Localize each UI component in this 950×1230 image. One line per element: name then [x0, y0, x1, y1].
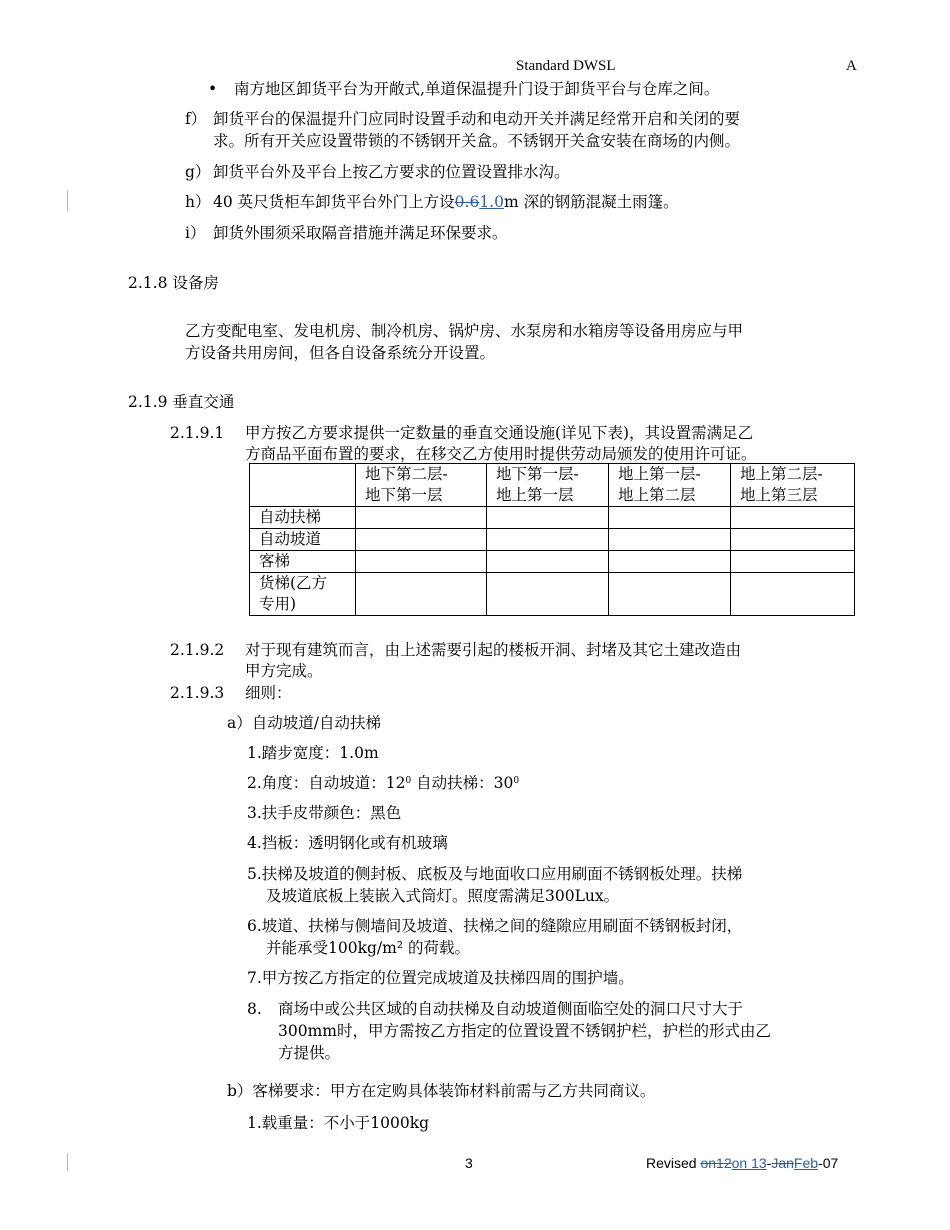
table-cell — [356, 507, 487, 529]
section-219-heading: 2.1.9 垂直交通 — [128, 393, 235, 411]
footer-sep: - — [766, 1155, 772, 1171]
para-2192-line1: 对于现有建筑而言，由上述需要引起的楼板开洞、封堵及其它土建改造由 — [245, 641, 742, 659]
item-f-line1: 卸货平台的保温提升门应同时设置手动和电动开关并满足经常开启和关闭的要 — [213, 110, 741, 128]
table-row — [250, 529, 855, 551]
footer-inserted-month: Feb — [793, 1155, 819, 1171]
a-item-2 — [247, 772, 519, 794]
item-f-line2: 求。所有开关应设置带锁的不锈钢开关盒。不锈钢开关盒安装在商场的内侧。 — [213, 132, 741, 150]
table-cell — [731, 573, 855, 616]
vertical-transport-table — [249, 463, 855, 616]
table-cell — [609, 529, 731, 551]
a-item-8-line2: 300mm时，甲方需按乙方指定的位置设置不锈钢护栏，护栏的形式由乙 — [278, 1022, 771, 1040]
bullet-text: 南方地区卸货平台为开敞式,单道保温提升门设于卸货平台与仓库之间。 — [234, 80, 720, 98]
a-item-8-line1: 商场中或公共区域的自动扶梯及自动坡道侧面临空处的洞口尺寸大于 — [278, 1000, 744, 1018]
item-i-text: 卸货外围须采取隔音措施并满足环保要求。 — [213, 224, 508, 242]
revision-bar — [67, 1153, 68, 1171]
a-item-3: 3.扶手皮带颜色：黑色 — [247, 804, 402, 822]
table-cell — [731, 551, 855, 573]
table-cell — [609, 551, 731, 573]
a-item-2-mid: 自动扶梯：30 — [411, 774, 514, 792]
footer-deleted-month: Jan — [771, 1155, 794, 1171]
a-item-8-number: 8. — [247, 1000, 262, 1018]
header-revision: A — [846, 58, 857, 74]
item-h-marker: h） — [185, 193, 211, 211]
section-218-line1: 乙方变配电室、发电机房、制冷机房、锅炉房、水泵房和水箱房等设备用房应与甲 — [185, 322, 744, 340]
table-cell — [487, 551, 609, 573]
section-218-heading: 2.1.8 设备房 — [128, 274, 219, 292]
table-row-label: 客梯 — [250, 551, 356, 573]
a-item-2-pre: 2.角度：自动坡道：12 — [247, 774, 406, 792]
subsection-b-heading: b）客梯要求：甲方在定购具体装饰材料前需与乙方共同商议。 — [227, 1082, 656, 1100]
table-cell — [609, 573, 731, 616]
table-header-cell: 地下第二层- 地下第一层 — [356, 464, 487, 507]
table-row — [250, 573, 855, 616]
table-header-row — [250, 464, 855, 507]
table-cell — [487, 529, 609, 551]
table-cell — [356, 529, 487, 551]
table-row — [250, 551, 855, 573]
table-cell — [356, 551, 487, 573]
a-item-1: 1.踏步宽度：1.0m — [247, 744, 379, 762]
degree-sup: 0 — [513, 776, 520, 786]
footer-inserted-date: on 13 — [731, 1155, 767, 1171]
table-cell — [487, 573, 609, 616]
a-item-5-line1: 5.扶梯及坡道的侧封板、底板及与地面收口应用刷面不锈钢板处理。扶梯 — [247, 865, 743, 883]
a-item-8-line3: 方提供。 — [278, 1044, 341, 1062]
para-2193-number: 2.1.9.3 — [170, 684, 225, 702]
footer-suffix: -07 — [818, 1155, 839, 1171]
table-row — [250, 507, 855, 529]
item-h-pre: 40 英尺货柜车卸货平台外门上方设 — [213, 193, 455, 211]
para-2192-line2: 甲方完成。 — [245, 662, 323, 680]
footer-deleted-date: on12 — [700, 1155, 732, 1171]
a-item-4: 4.挡板：透明钢化或有机玻璃 — [247, 834, 448, 852]
table-row-label: 自动扶梯 — [250, 507, 356, 529]
table-header-cell: 地上第一层- 地上第二层 — [609, 464, 731, 507]
a-item-6-line2: 并能承受100kg/m² 的荷载。 — [266, 939, 470, 957]
footer-revised-prefix: Revised — [646, 1155, 701, 1171]
degree-sup: 0 — [405, 776, 412, 786]
para-2193-text: 细则： — [245, 684, 292, 702]
a-item-6-line1: 6.坡道、扶梯与侧墙间及坡道、扶梯之间的缝隙应用刷面不锈钢板封闭， — [247, 917, 743, 935]
table-cell — [609, 507, 731, 529]
table-header-cell: 地上第二层- 地上第三层 — [731, 464, 855, 507]
a-item-5-line2: 及坡道底板上装嵌入式筒灯。照度需满足300Lux。 — [266, 887, 620, 905]
a-item-7: 7.甲方按乙方指定的位置完成坡道及扶梯四周的围护墙。 — [247, 969, 634, 987]
item-h-post: m 深的钢筋混凝土雨篷。 — [503, 193, 679, 211]
bullet-dot: • — [208, 80, 218, 98]
item-g-marker: g） — [185, 163, 211, 181]
page-number: 3 — [465, 1155, 473, 1171]
item-i-marker: i） — [185, 224, 206, 242]
table-cell — [356, 573, 487, 616]
table-row-label: 自动坡道 — [250, 529, 356, 551]
item-g-text: 卸货平台外及平台上按乙方要求的位置设置排水沟。 — [213, 163, 570, 181]
revision-bar — [67, 190, 68, 212]
para-2191-line2: 方商品平面布置的要求，在移交乙方使用时提供劳动局颁发的使用许可证。 — [245, 445, 757, 463]
table-cell — [731, 529, 855, 551]
para-2191-number: 2.1.9.1 — [170, 424, 225, 442]
item-f-marker: f） — [185, 110, 207, 128]
section-218-line2: 方设备共用房间，但各自设备系统分开设置。 — [185, 344, 496, 362]
header-title: Standard DWSL — [516, 58, 616, 74]
item-h-text — [213, 191, 679, 213]
table-cell — [731, 507, 855, 529]
b-item-1: 1.载重量：不小于1000kg — [247, 1114, 430, 1132]
item-h-deleted: 0.6 — [454, 193, 480, 211]
table-header-cell: 地下第一层- 地上第一层 — [487, 464, 609, 507]
item-h-inserted: 1.0 — [479, 193, 504, 211]
para-2191-line1: 甲方按乙方要求提供一定数量的垂直交通设施(详见下表)，其设置需满足乙 — [245, 424, 754, 442]
table-cell — [487, 507, 609, 529]
footer-revised — [646, 1155, 838, 1171]
para-2192-number: 2.1.9.2 — [170, 641, 225, 659]
subsection-a-heading: a）自动坡道/自动扶梯 — [227, 714, 381, 732]
table-header-cell — [250, 464, 356, 507]
table-row-label: 货梯(乙方 专用) — [250, 573, 356, 616]
